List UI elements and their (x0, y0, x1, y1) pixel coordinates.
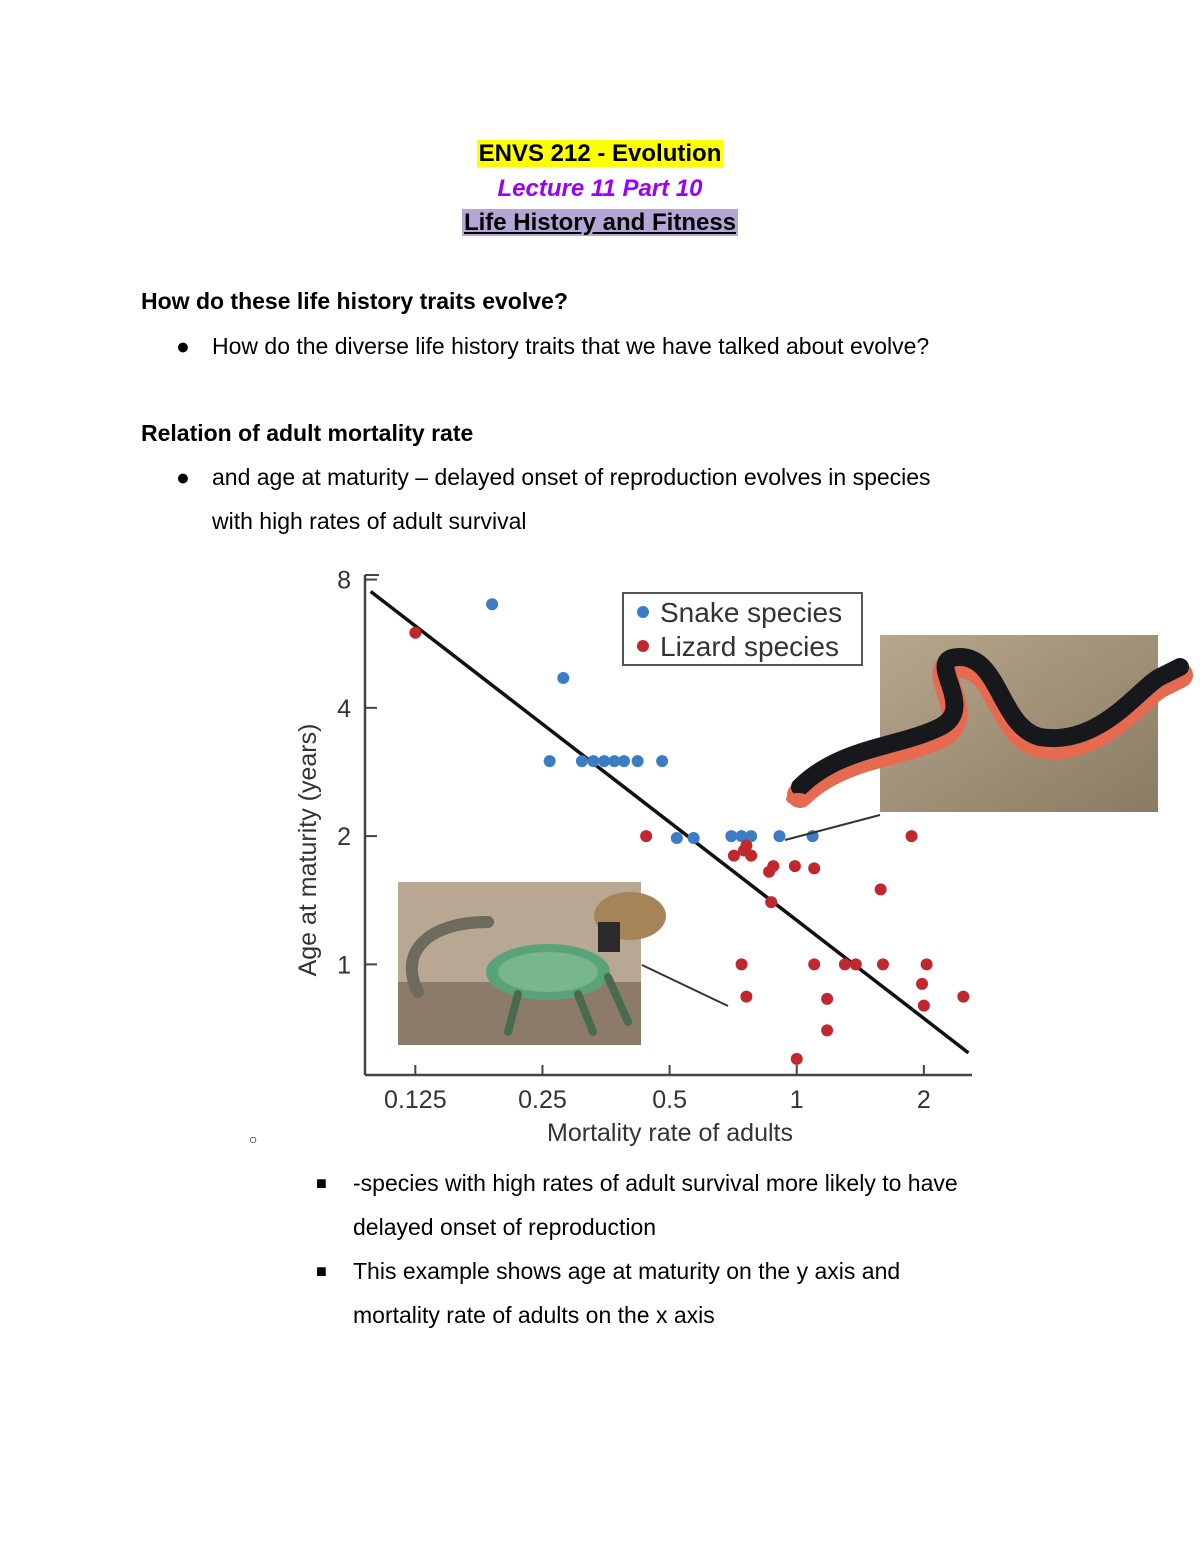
course-title: ENVS 212 - Evolution (478, 140, 722, 167)
snake-point (618, 755, 630, 767)
section2-bullet-line1: and age at maturity – delayed onset of reproduction evolves in species (212, 464, 931, 490)
x-tick-label: 0.25 (518, 1086, 567, 1114)
lizard-point (839, 958, 851, 970)
snake-point (688, 832, 700, 844)
mortality-maturity-scatter-chart (280, 555, 1200, 1155)
sub-bullet-2-line2: mortality rate of adults on the x axis (353, 1302, 715, 1328)
square-bullet-icon: ■ (316, 1261, 327, 1281)
lizard-point (409, 627, 421, 639)
lizard-point (791, 1053, 803, 1065)
lizard-point (745, 850, 757, 862)
legend-snake-marker (637, 606, 649, 618)
x-tick-label: 2 (916, 1086, 931, 1114)
lizard-callout-line (642, 965, 728, 1006)
snake-point (486, 598, 498, 610)
legend-snake-label: Snake species (660, 597, 843, 628)
sub-bullet-2-line1: This example shows age at maturity on the y axis and (353, 1258, 901, 1284)
x-tick-label: 1 (789, 1086, 804, 1114)
y-tick-label: 4 (337, 694, 351, 723)
lizard-point (736, 958, 748, 970)
snake-point (656, 755, 668, 767)
snake-point (773, 830, 785, 842)
lizard-point (918, 1000, 930, 1012)
lizard-point (957, 991, 969, 1003)
lizard-point (740, 991, 752, 1003)
lizard-point (877, 958, 889, 970)
sub-bullet-1-line2: delayed onset of reproduction (353, 1214, 657, 1240)
section2-bullet-line2: with high rates of adult survival (212, 508, 527, 534)
section1-bullet-text: How do the diverse life history traits that we have talked about evolve? (212, 333, 930, 359)
y-tick-label: 1 (337, 951, 351, 980)
snake-point (671, 832, 683, 844)
lizard-point (808, 958, 820, 970)
bullet-dot-icon: ● (176, 464, 190, 490)
snake-point (544, 755, 556, 767)
snake-point (557, 672, 569, 684)
x-axis-title: Mortality rate of adults (547, 1119, 793, 1147)
lizard-point (850, 958, 862, 970)
lizard-point (906, 830, 918, 842)
snake-callout-line (785, 815, 880, 840)
lizard-point (640, 830, 652, 842)
square-bullet-icon: ■ (316, 1173, 327, 1193)
lizard-point (821, 1024, 833, 1036)
bullet-dot-icon: ● (176, 333, 190, 359)
y-tick-label: 2 (337, 823, 351, 852)
lizard-point (875, 883, 887, 895)
legend-lizard-label: Lizard species (660, 631, 839, 662)
y-tick-label: 8 (337, 566, 351, 595)
lizard-point (765, 896, 777, 908)
topic-title: Life History and Fitness (463, 209, 737, 236)
snake-point (632, 755, 644, 767)
snake-point (587, 755, 599, 767)
y-axis-title: Age at maturity (years) (294, 723, 322, 977)
lizard-point (789, 860, 801, 872)
x-tick-label: 0.125 (384, 1086, 447, 1114)
section2-heading: Relation of adult mortality rate (141, 420, 474, 446)
sub-bullet-1-line1: -species with high rates of adult survival more likely to have (353, 1170, 958, 1196)
lizard-point (808, 862, 820, 874)
lizard-point (921, 958, 933, 970)
lizard-point (821, 993, 833, 1005)
snake-point (576, 755, 588, 767)
lizard-point (916, 978, 928, 990)
lizard-photo (398, 882, 666, 1045)
x-tick-label: 0.5 (652, 1086, 687, 1114)
section1-heading: How do these life history traits evolve? (141, 288, 568, 314)
legend-lizard-marker (637, 640, 649, 652)
lizard-point (767, 860, 779, 872)
lecture-subtitle: Lecture 11 Part 10 (497, 175, 703, 202)
sub-bullet-circle-icon: ○ (249, 1131, 258, 1147)
chart-legend (623, 593, 862, 665)
